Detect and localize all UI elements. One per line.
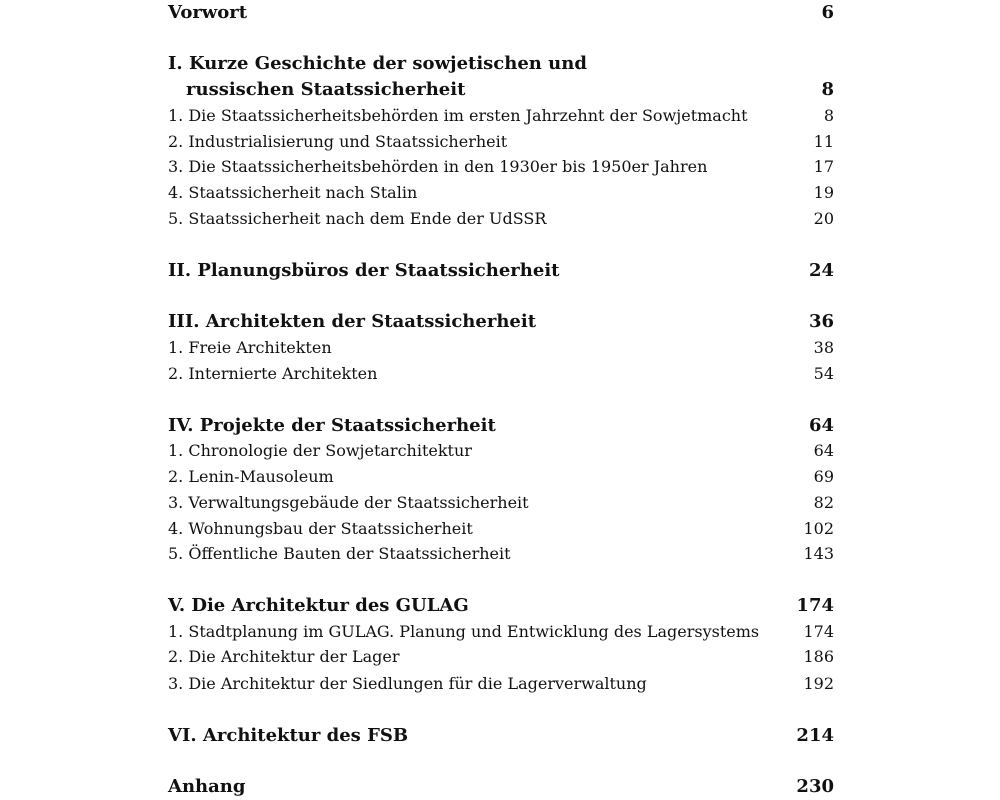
toc-title: 1. Stadtplanung im GULAG. Planung und Entwicklung des Lagersystems xyxy=(168,622,760,641)
toc-page-number: 143 xyxy=(803,544,834,563)
toc-entry[interactable] xyxy=(168,439,834,463)
toc-page-number: 6 xyxy=(821,2,834,23)
toc-page-number: 174 xyxy=(796,595,834,616)
toc-entry[interactable] xyxy=(168,620,834,644)
toc-entry[interactable] xyxy=(168,155,834,179)
toc-entry[interactable] xyxy=(168,645,834,669)
toc-entry[interactable] xyxy=(168,130,834,154)
toc-entry[interactable] xyxy=(168,362,834,386)
toc-page-number: 24 xyxy=(808,260,834,281)
toc-page-number: 192 xyxy=(803,674,834,693)
toc-title: 5. Öffentliche Bauten der Staatssicherheit xyxy=(168,544,511,563)
toc-page-number: 17 xyxy=(813,157,834,176)
toc-chapter-5[interactable] xyxy=(168,594,834,618)
toc-page-number: 230 xyxy=(796,776,834,797)
toc-chapter-1-line1[interactable] xyxy=(168,52,834,76)
toc-entry[interactable] xyxy=(168,207,834,231)
toc-page-number: 8 xyxy=(823,106,834,125)
toc-title: V. Die Architektur des GULAG xyxy=(168,595,469,616)
toc-chapter-4[interactable] xyxy=(168,414,834,438)
toc-title: Anhang xyxy=(168,776,246,797)
toc-chapter-2[interactable] xyxy=(168,259,834,283)
toc-title: III. Architekten der Staatssicherheit xyxy=(168,311,537,332)
toc-title: 3. Die Architektur der Siedlungen für die Lagerverwaltung xyxy=(168,674,647,693)
toc-page-number: 20 xyxy=(813,209,834,228)
toc-page-number: 69 xyxy=(813,467,834,486)
toc-title: IV. Projekte der Staatssicherheit xyxy=(168,415,496,436)
toc-page-number: 174 xyxy=(803,622,834,641)
toc-chapter-6[interactable] xyxy=(168,724,834,748)
toc-page-number: 11 xyxy=(813,132,834,151)
toc-entry[interactable] xyxy=(168,542,834,566)
toc-entry[interactable] xyxy=(168,491,834,515)
toc-entry[interactable] xyxy=(168,336,834,360)
toc-page-number: 54 xyxy=(813,364,834,383)
toc-entry[interactable] xyxy=(168,517,834,541)
toc-page-number: 36 xyxy=(808,311,834,332)
toc-page-number: 186 xyxy=(803,647,834,666)
toc-page-number: 64 xyxy=(813,441,834,460)
toc-page-number: 38 xyxy=(813,338,834,357)
toc-title: 5. Staatssicherheit nach dem Ende der UdSSR xyxy=(168,209,547,228)
toc-title: VI. Architektur des FSB xyxy=(168,725,409,746)
toc-title: 2. Industrialisierung und Staatssicherheit xyxy=(168,132,508,151)
toc-title: 2. Lenin-Mausoleum xyxy=(168,467,334,486)
toc-page-number: 102 xyxy=(803,519,834,538)
toc-entry[interactable] xyxy=(168,181,834,205)
toc-title: russischen Staatssicherheit xyxy=(186,79,466,100)
toc-page-number: 8 xyxy=(821,79,834,100)
toc-title: 2. Die Architektur der Lager xyxy=(168,647,400,666)
toc-title: 4. Staatssicherheit nach Stalin xyxy=(168,183,418,202)
toc-appendix[interactable] xyxy=(168,775,834,799)
toc-title: Vorwort xyxy=(168,2,248,23)
toc-entry[interactable] xyxy=(168,672,834,696)
toc-title: 3. Verwaltungsgebäude der Staatssicherheit xyxy=(168,493,529,512)
toc-foreword[interactable] xyxy=(168,1,834,25)
toc-page-number: 214 xyxy=(796,725,834,746)
toc-chapter-1-line2[interactable] xyxy=(168,78,834,102)
toc-page-number: 19 xyxy=(813,183,834,202)
toc-chapter-3[interactable] xyxy=(168,310,834,334)
toc-title: II. Planungsbüros der Staatssicherheit xyxy=(168,260,560,281)
toc-page-number: 64 xyxy=(808,415,834,436)
toc-title: 1. Die Staatssicherheitsbehörden im ersten Jahrzehnt der Sowjetmacht xyxy=(168,106,748,125)
toc-title: 4. Wohnungsbau der Staatssicherheit xyxy=(168,519,473,538)
toc-title: I. Kurze Geschichte der sowjetischen und xyxy=(168,53,587,74)
toc-title: 1. Freie Architekten xyxy=(168,338,332,357)
toc-entry[interactable] xyxy=(168,104,834,128)
toc-entry[interactable] xyxy=(168,465,834,489)
toc-title: 1. Chronologie der Sowjetarchitektur xyxy=(168,441,472,460)
toc-title: 3. Die Staatssicherheitsbehörden in den 1930er bis 1950er Jahren xyxy=(168,157,708,176)
toc-page-number: 82 xyxy=(813,493,834,512)
toc-title: 2. Internierte Architekten xyxy=(168,364,378,383)
